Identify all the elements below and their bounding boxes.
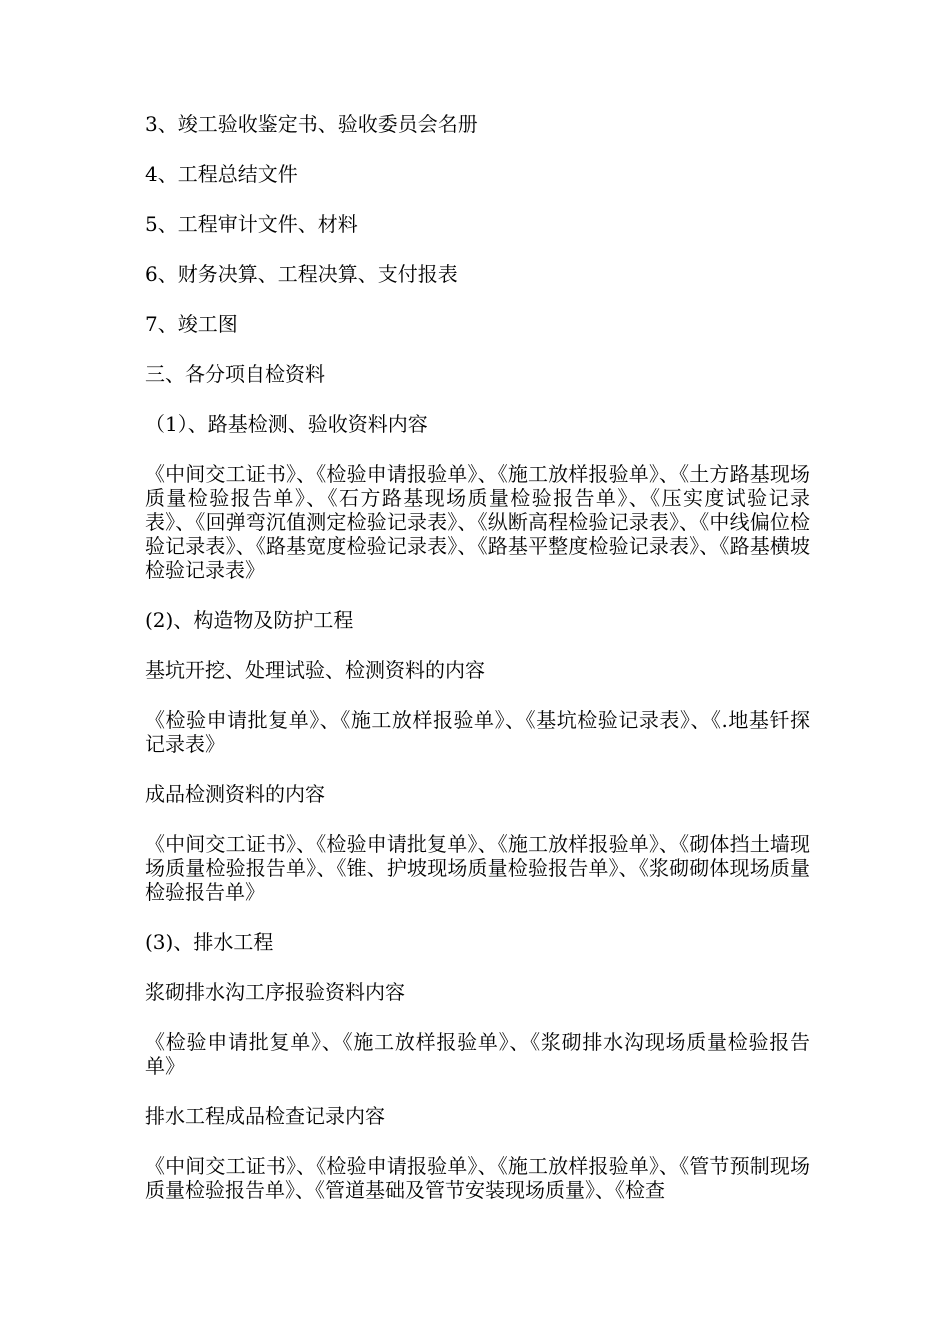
subsection-heading-1: （1）、路基检测、验收资料内容 xyxy=(145,412,428,436)
list-item-3: 3、竣工验收鉴定书、验收委员会名册 xyxy=(145,112,478,136)
list-item-5: 5、工程审计文件、材料 xyxy=(145,212,358,236)
paragraph-drainage-ditch-docs: 《检验申请批复单》、《施工放样报验单》、《浆砌排水沟现场质量检验报告单》 xyxy=(145,1030,810,1078)
paragraph-foundation-docs: 《检验申请批复单》、《施工放样报验单》、《基坑检验记录表》、《.地基钎探记录表》 xyxy=(145,708,810,756)
subheading-drainage-inspection: 排水工程成品检查记录内容 xyxy=(145,1104,385,1128)
subheading-foundation-pit: 基坑开挖、处理试验、检测资料的内容 xyxy=(145,658,485,682)
list-item-4: 4、工程总结文件 xyxy=(145,162,298,186)
subheading-drainage-ditch: 浆砌排水沟工序报验资料内容 xyxy=(145,980,405,1004)
list-item-6: 6、财务决算、工程决算、支付报表 xyxy=(145,262,458,286)
document-page xyxy=(145,112,810,1228)
list-item-7: 7、竣工图 xyxy=(145,312,238,336)
subsection-heading-3: (3)、排水工程 xyxy=(145,930,274,954)
paragraph-finished-product-docs: 《中间交工证书》、《检验申请批复单》、《施工放样报验单》、《砌体挡土墙现场质量检验报告单》、《锥、护坡现场质量检验报告单》、《浆砌砌体现场质量检验报告单》 xyxy=(145,832,810,904)
section-heading-3: 三、各分项自检资料 xyxy=(145,362,325,386)
subsection-heading-2: (2)、构造物及防护工程 xyxy=(145,608,354,632)
subheading-finished-product: 成品检测资料的内容 xyxy=(145,782,325,806)
paragraph-roadbed-docs: 《中间交工证书》、《检验申请报验单》、《施工放样报验单》、《土方路基现场质量检验报告单》、《石方路基现场质量检验报告单》、《压实度试验记录表》、《回弹弯沉值测定检验记录表》、《纵断高程检验记录表》、《中线偏位检验记录表》、《路基宽度检验记录表》、《路基平整度检验记录表》、《路基横坡检验记录表》 xyxy=(145,462,810,582)
paragraph-drainage-inspection-docs: 《中间交工证书》、《检验申请报验单》、《施工放样报验单》、《管节预制现场质量检验报告单》、《管道基础及管节安装现场质量》、《检查 xyxy=(145,1154,810,1202)
